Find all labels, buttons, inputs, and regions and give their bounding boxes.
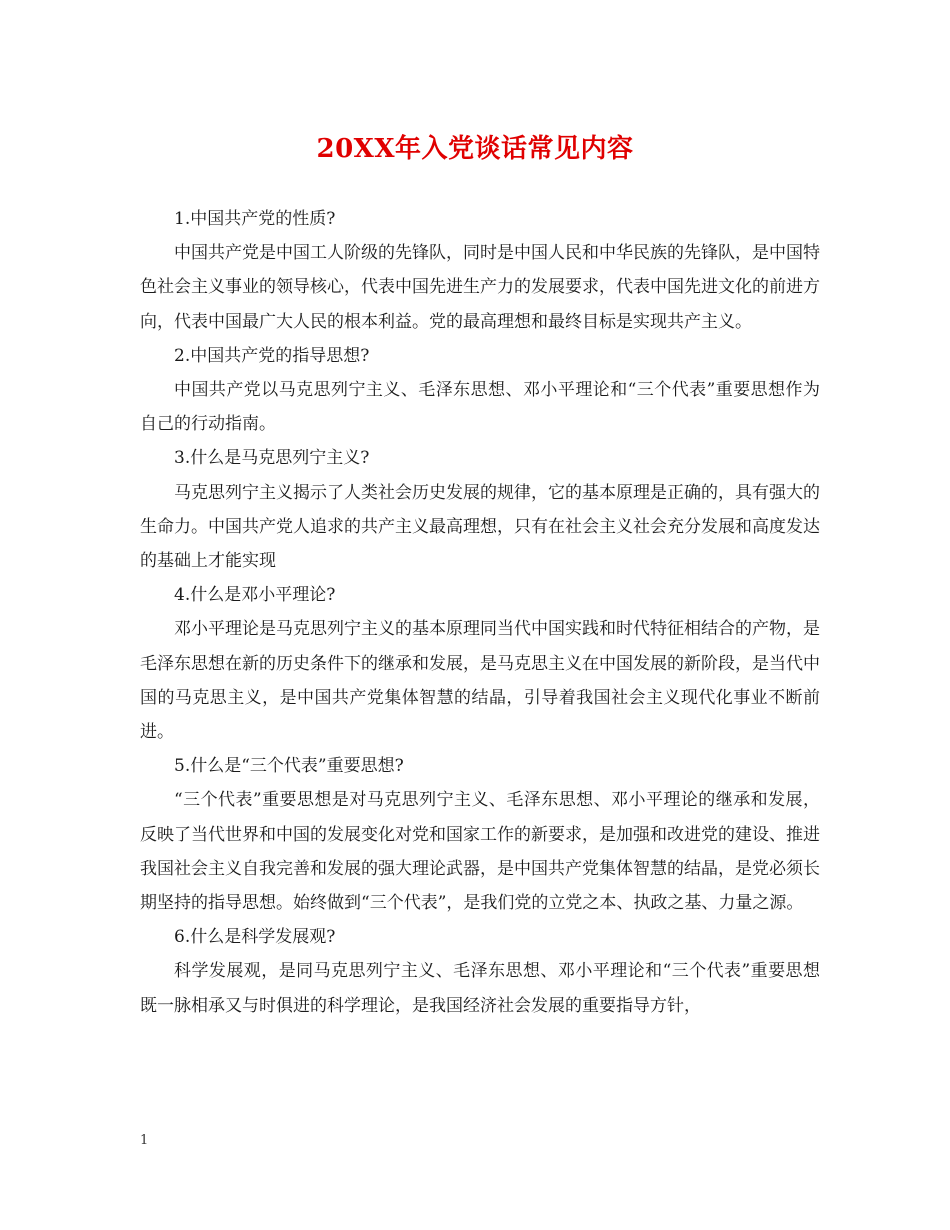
question-heading: 5.什么是“三个代表”重要思想? <box>174 756 404 777</box>
document-title: 20XX年入党谈话常见内容 <box>316 134 634 164</box>
question-heading: 2.中国共产党的指导思想? <box>174 345 370 366</box>
answer-paragraph: “三个代表”重要思想是对马克思列宁主义、毛泽东思想、邓小平理论的继承和发展，反映了当代世界和中国的发展变化对党和国家工作的新要求，是加强和改进党的建设、推进我国社会主义自我完善和发展的强大理论武器，是中国共产党集体智慧的结晶，是党必须长期坚持的指导思想。始终做到“三个代表”，是我们党的立党之本、执政之基、力量之源。 <box>140 790 820 914</box>
document-body <box>140 202 820 1023</box>
answer-paragraph: 马克思列宁主义揭示了人类社会历史发展的规律，它的基本原理是正确的，具有强大的生命力。中国共产党人追求的共产主义最高理想，只有在社会主义社会充分发展和高度发达的基础上才能实现 <box>140 482 820 572</box>
answer-paragraph: 邓小平理论是马克思列宁主义的基本原理同当代中国实践和时代特征相结合的产物，是毛泽东思想在新的历史条件下的继承和发展，是马克思主义在中国发展的新阶段，是当代中国的马克思主义，是中国共产党集体智慧的结晶，引导着我国社会主义现代化事业不断前进。 <box>140 619 820 743</box>
answer-paragraph: 科学发展观，是同马克思列宁主义、毛泽东思想、邓小平理论和“三个代表”重要思想既一脉相承又与时俱进的科学理论，是我国经济社会发展的重要指导方针， <box>140 961 820 1016</box>
answer-paragraph: 中国共产党以马克思列宁主义、毛泽东思想、邓小平理论和“三个代表”重要思想作为自己的行动指南。 <box>140 380 820 435</box>
question-heading: 3.什么是马克思列宁主义? <box>174 448 370 469</box>
question-heading: 6.什么是科学发展观? <box>174 927 336 948</box>
question-heading: 1.中国共产党的性质? <box>174 209 336 229</box>
answer-paragraph: 中国共产党是中国工人阶级的先锋队，同时是中国人民和中华民族的先锋队，是中国特色社会主义事业的领导核心，代表中国先进生产力的发展要求，代表中国先进文化的前进方向，代表中国最广大人民的根本利益。党的最高理想和最终目标是实现共产主义。 <box>140 243 820 332</box>
page-number: 1 <box>140 1133 149 1148</box>
question-heading: 4.什么是邓小平理论? <box>174 585 336 606</box>
